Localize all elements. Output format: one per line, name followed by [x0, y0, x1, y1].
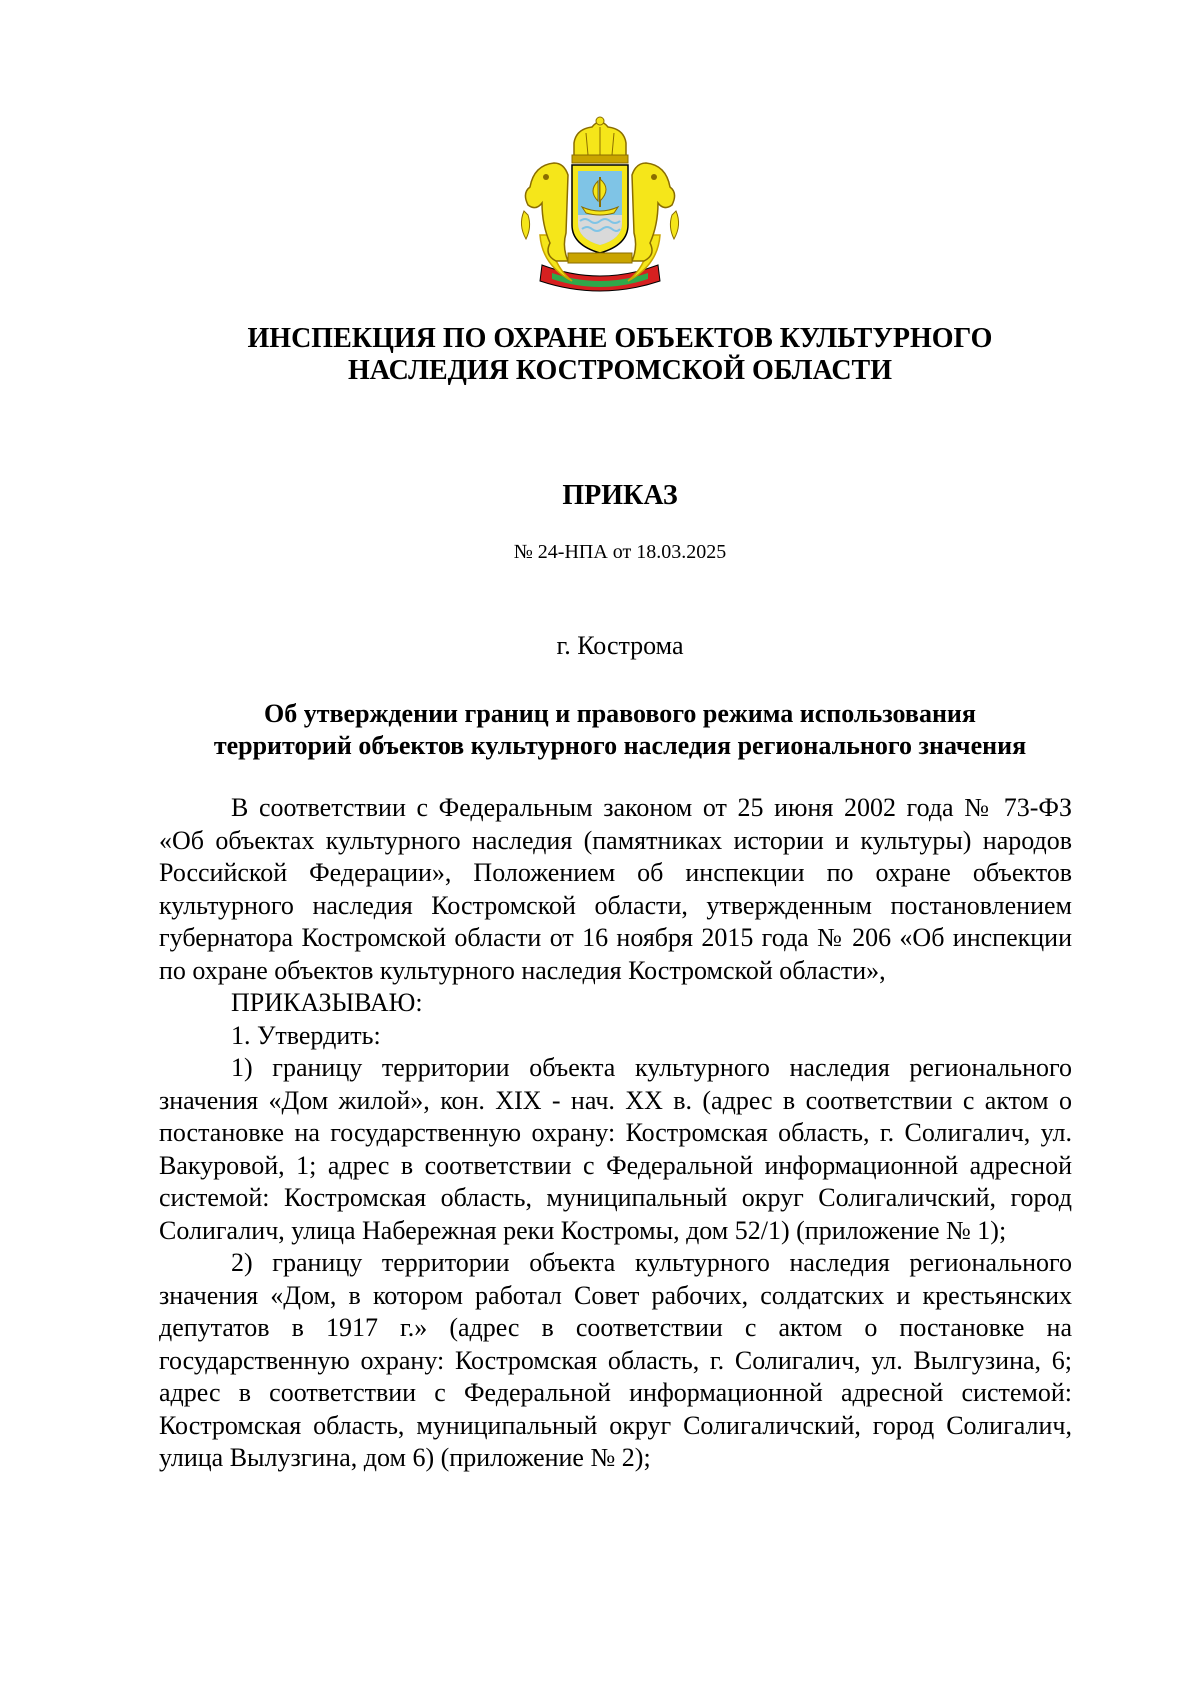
coat-of-arms-emblem [512, 115, 688, 297]
subitem-1: 1) границу территории объекта культурного наследия регионального значения «Дом жилой», кон. XIX - нач. XX в. (адрес в соответствии с актом о постановке на государственную охрану: Костромская область, г. Солигалич, ул. Вакуровой, 1; адрес в соответствии с Федеральной информационной адресной системой: Костромская область, муниципальный округ Солигаличский, город Солигалич, улица Набережная реки Костромы, дом 52/1) (приложение № 1); [159, 1053, 1072, 1245]
document-city: г. Кострома [556, 631, 684, 660]
document-subject-line1: Об утверждении границ и правового режима использования [264, 699, 976, 728]
organization-title-line2: НАСЛЕДИЯ КОСТРОМСКОЙ ОБЛАСТИ [347, 355, 893, 386]
document-subject [150, 698, 1090, 762]
subitem-2: 2) границу территории объекта культурного наследия регионального значения «Дом, в котором работал Совет рабочих, солдатских и крестьянских депутатов в 1917 г.» (адрес в соответствии с актом о постановке на государственную охрану: Костромская область, г. Солигалич, ул. Вылгузина, 6; адрес в соответствии с Федеральной информационной адресной системой: Костромская область, муниципальный округ Солигаличский, город Солигалич, улица Вылузгина, дом 6) (приложение № 2); [159, 1248, 1072, 1472]
order-word: ПРИКАЗЫВАЮ: [231, 988, 423, 1017]
organization-title-line1: ИНСПЕКЦИЯ ПО ОХРАНЕ ОБЪЕКТОВ КУЛЬТУРНОГО [247, 323, 993, 354]
item-1: 1. Утвердить: [231, 1020, 381, 1050]
document-subject-line2: территорий объектов культурного наследия регионального значения [213, 731, 1027, 760]
organization-title [150, 323, 1090, 387]
document-type: ПРИКАЗ [562, 480, 678, 511]
preamble-paragraph: В соответствии с Федеральным законом от 25 июня 2002 года № 73-ФЗ «Об объектах культурного наследия (памятниках истории и культуры) народов Российской Федерации», Положением об инспекции по охране объектов культурного наследия Костромской области, утвержденным постановлением губернатора Костромской области от 16 ноября 2015 года № 206 «Об инспекции по охране объектов культурного наследия Костромской области», [159, 793, 1072, 985]
document-number-date: № 24-НПА от 18.03.2025 [513, 541, 727, 563]
document-body [159, 792, 1072, 1475]
